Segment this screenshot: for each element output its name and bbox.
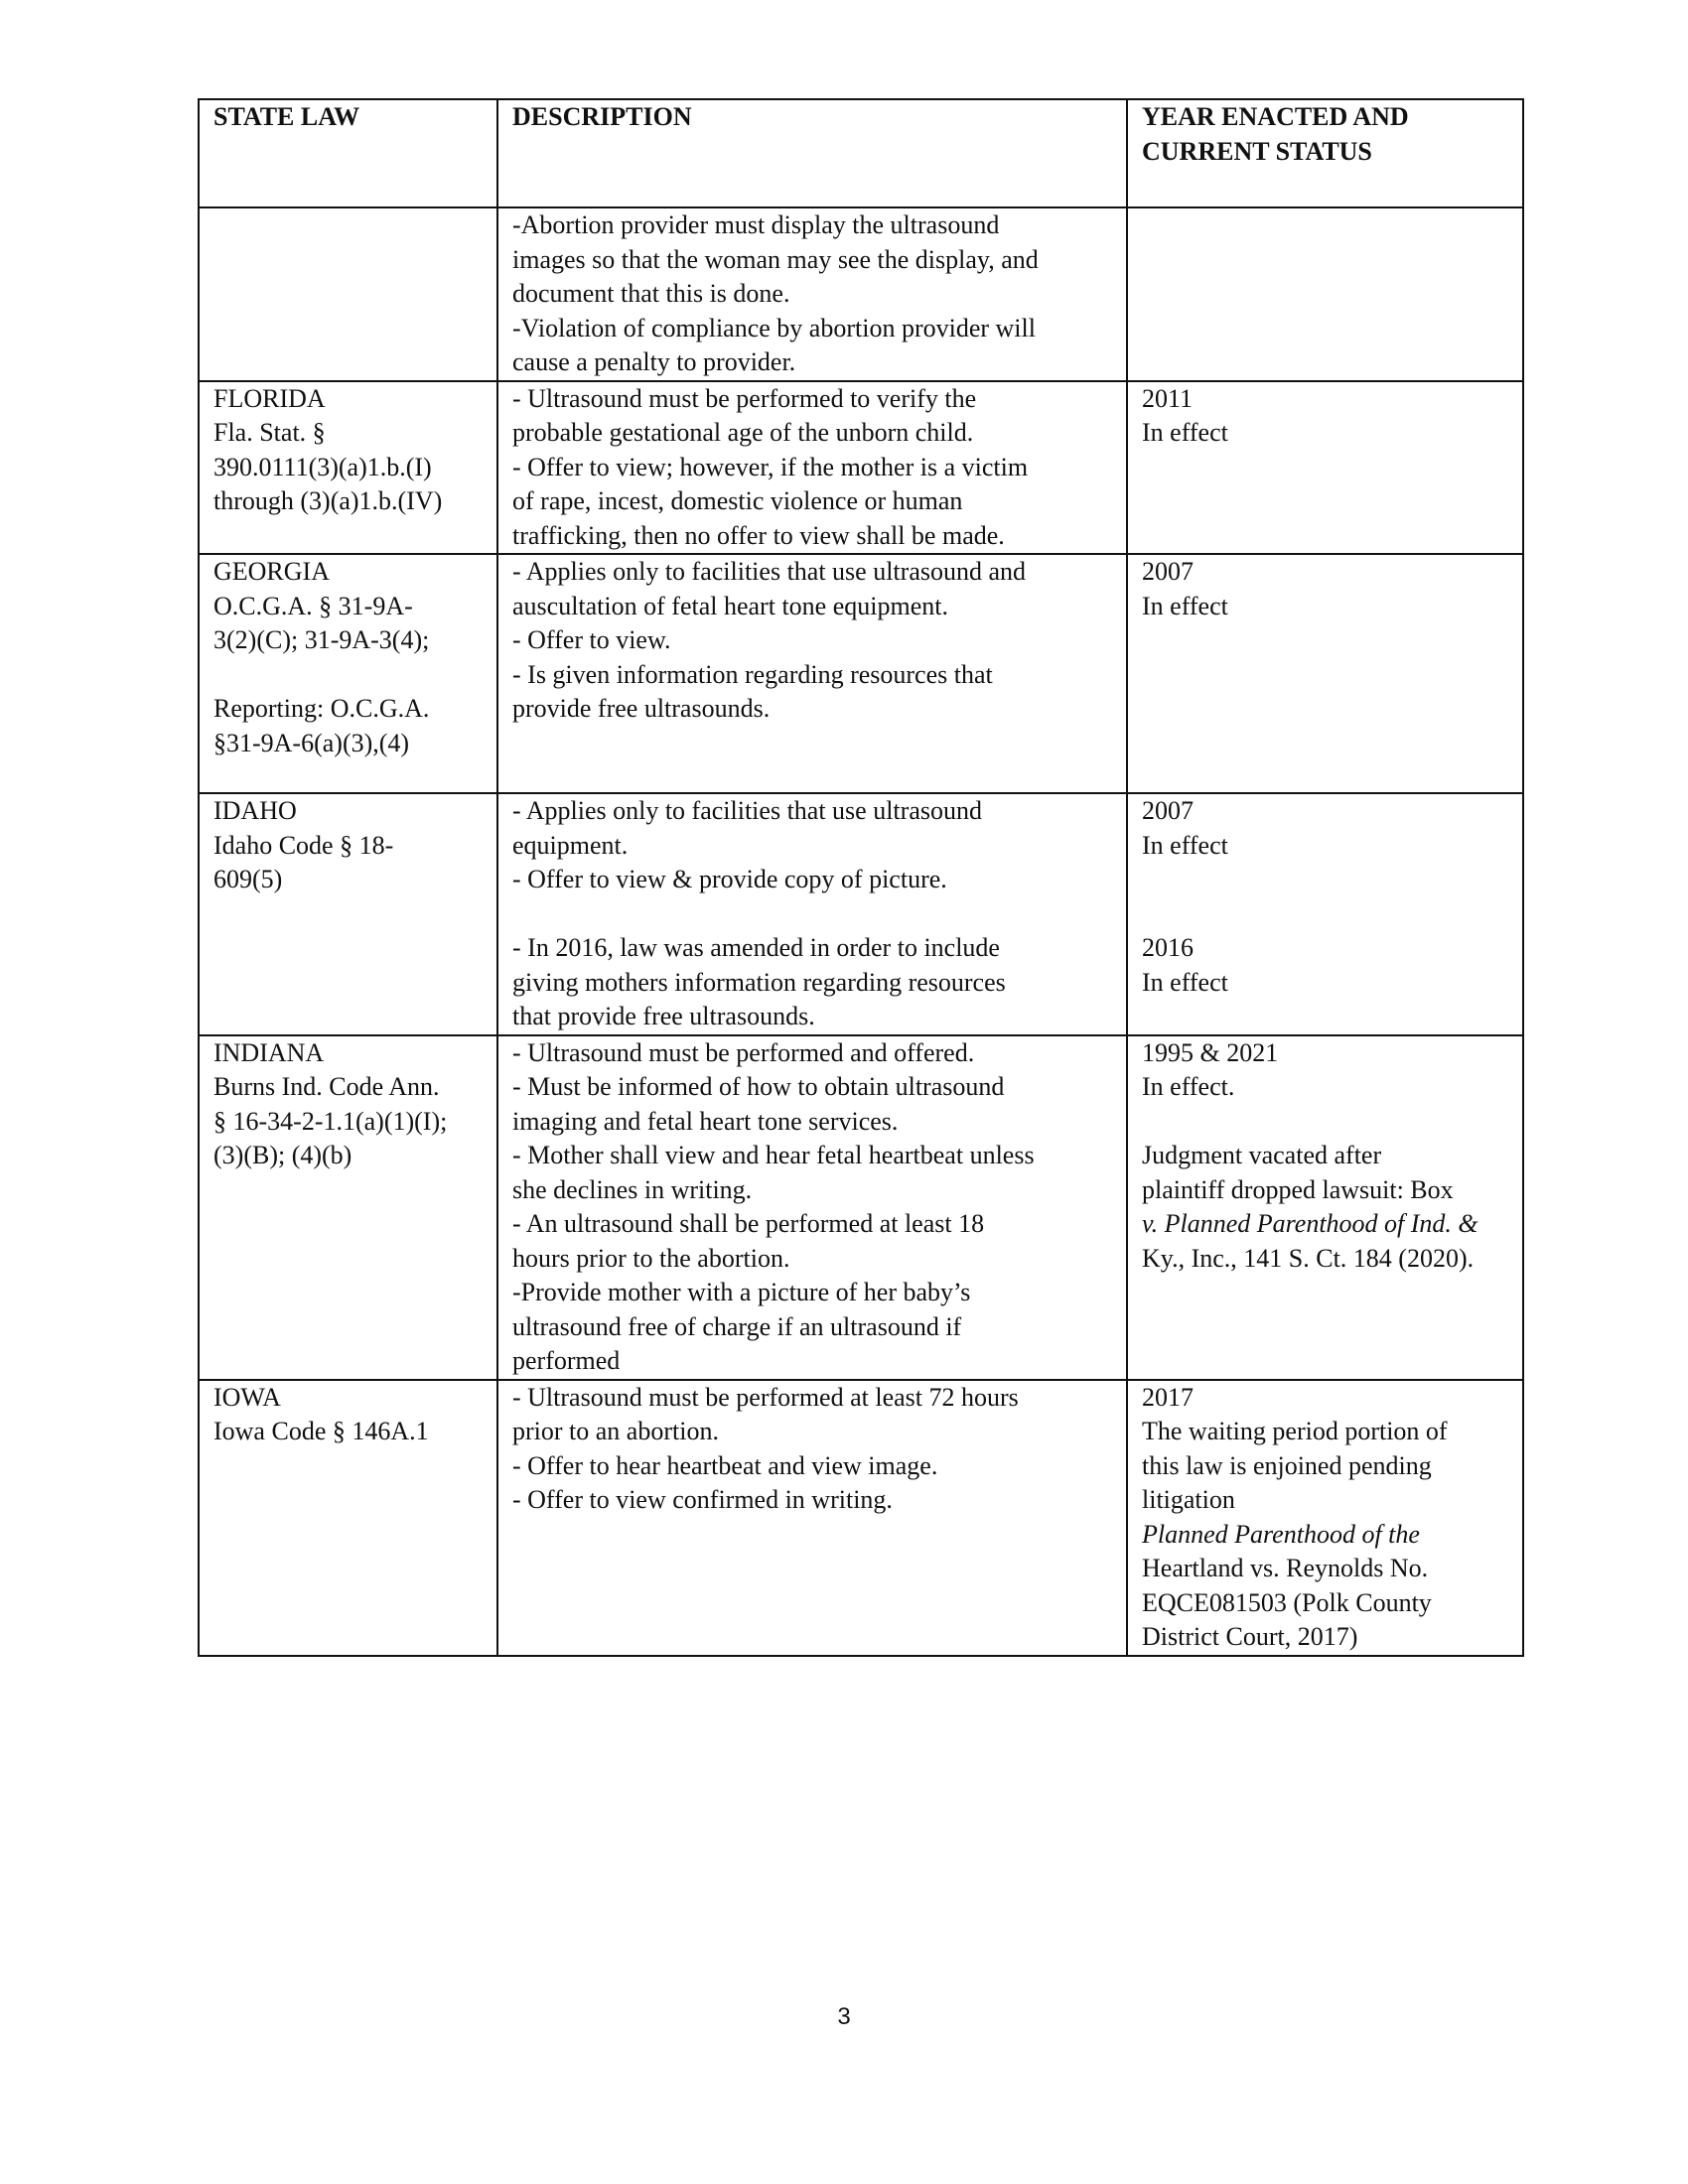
- status-cell: 2007 In effect 2016 In effect: [1127, 793, 1523, 1035]
- state-cell: FLORIDA Fla. Stat. § 390.0111(3)(a)1.b.(I) through (3)(a)1.b.(IV): [199, 381, 497, 555]
- page-number: 3: [837, 2003, 851, 2030]
- status-cell: 2017 The waiting period portion of this law is enjoined pending litigation Planned Parenthood of the Heartland vs. Reynolds No. EQCE081503 (Polk County District Court, 2017): [1127, 1380, 1523, 1656]
- status-cell: 1995 & 2021 In effect. Judgment vacated after plaintiff dropped lawsuit: Box v. Planned Parenthood of Ind. & Ky., Inc., 141 S. Ct. 184 (2020).: [1127, 1035, 1523, 1380]
- header-description: DESCRIPTION: [497, 99, 1127, 207]
- table-row-iowa: [199, 1380, 1523, 1656]
- table-row-indiana: [199, 1035, 1523, 1380]
- table-row-idaho: [199, 793, 1523, 1035]
- status-cell: 2007 In effect: [1127, 554, 1523, 793]
- table-row-georgia: [199, 554, 1523, 793]
- header-year-status: YEAR ENACTED AND CURRENT STATUS: [1127, 99, 1523, 207]
- table-row-florida: [199, 381, 1523, 555]
- description-cell: - Applies only to facilities that use ultrasound equipment. - Offer to view & provide copy of picture. - In 2016, law was amended in order to include giving mothers information regarding resources that provide free ultrasounds.: [497, 793, 1127, 1035]
- status-cell: [1127, 207, 1523, 381]
- state-cell: IOWA Iowa Code § 146A.1: [199, 1380, 497, 1656]
- description-cell: -Abortion provider must display the ultrasound images so that the woman may see the display, and document that this is done. -Violation of compliance by abortion provider will cause a penalty to provider.: [497, 207, 1127, 381]
- status-cell: 2011 In effect: [1127, 381, 1523, 555]
- state-cell: [199, 207, 497, 381]
- table-header-row: [199, 99, 1523, 207]
- description-cell: - Ultrasound must be performed at least 72 hours prior to an abortion. - Offer to hear heartbeat and view image. - Offer to view confirmed in writing.: [497, 1380, 1127, 1656]
- header-state-law: STATE LAW: [199, 99, 497, 207]
- state-cell: INDIANA Burns Ind. Code Ann. § 16-34-2-1.1(a)(1)(I); (3)(B); (4)(b): [199, 1035, 497, 1380]
- description-cell: - Ultrasound must be performed and offered. - Must be informed of how to obtain ultrasound imaging and fetal heart tone services. - Mother shall view and hear fetal heartbeat unless she declines in writing. - An ultrasound shall be performed at least 18 hours prior to the abortion. -Provide mother with a picture of her baby’s ultrasound free of charge if an ultrasound if performed: [497, 1035, 1127, 1380]
- state-cell: GEORGIA O.C.G.A. § 31-9A- 3(2)(C); 31-9A-3(4); Reporting: O.C.G.A. §31-9A-6(a)(3),(4): [199, 554, 497, 793]
- description-cell: - Ultrasound must be performed to verify the probable gestational age of the unborn child. - Offer to view; however, if the mother is a victim of rape, incest, domestic violence or human trafficking, then no offer to view shall be made.: [497, 381, 1127, 555]
- state-law-table: [198, 98, 1524, 1657]
- state-cell: IDAHO Idaho Code § 18- 609(5): [199, 793, 497, 1035]
- table-row-continued: [199, 207, 1523, 381]
- description-cell: - Applies only to facilities that use ultrasound and auscultation of fetal heart tone equipment. - Offer to view. - Is given information regarding resources that provide free ultrasounds.: [497, 554, 1127, 793]
